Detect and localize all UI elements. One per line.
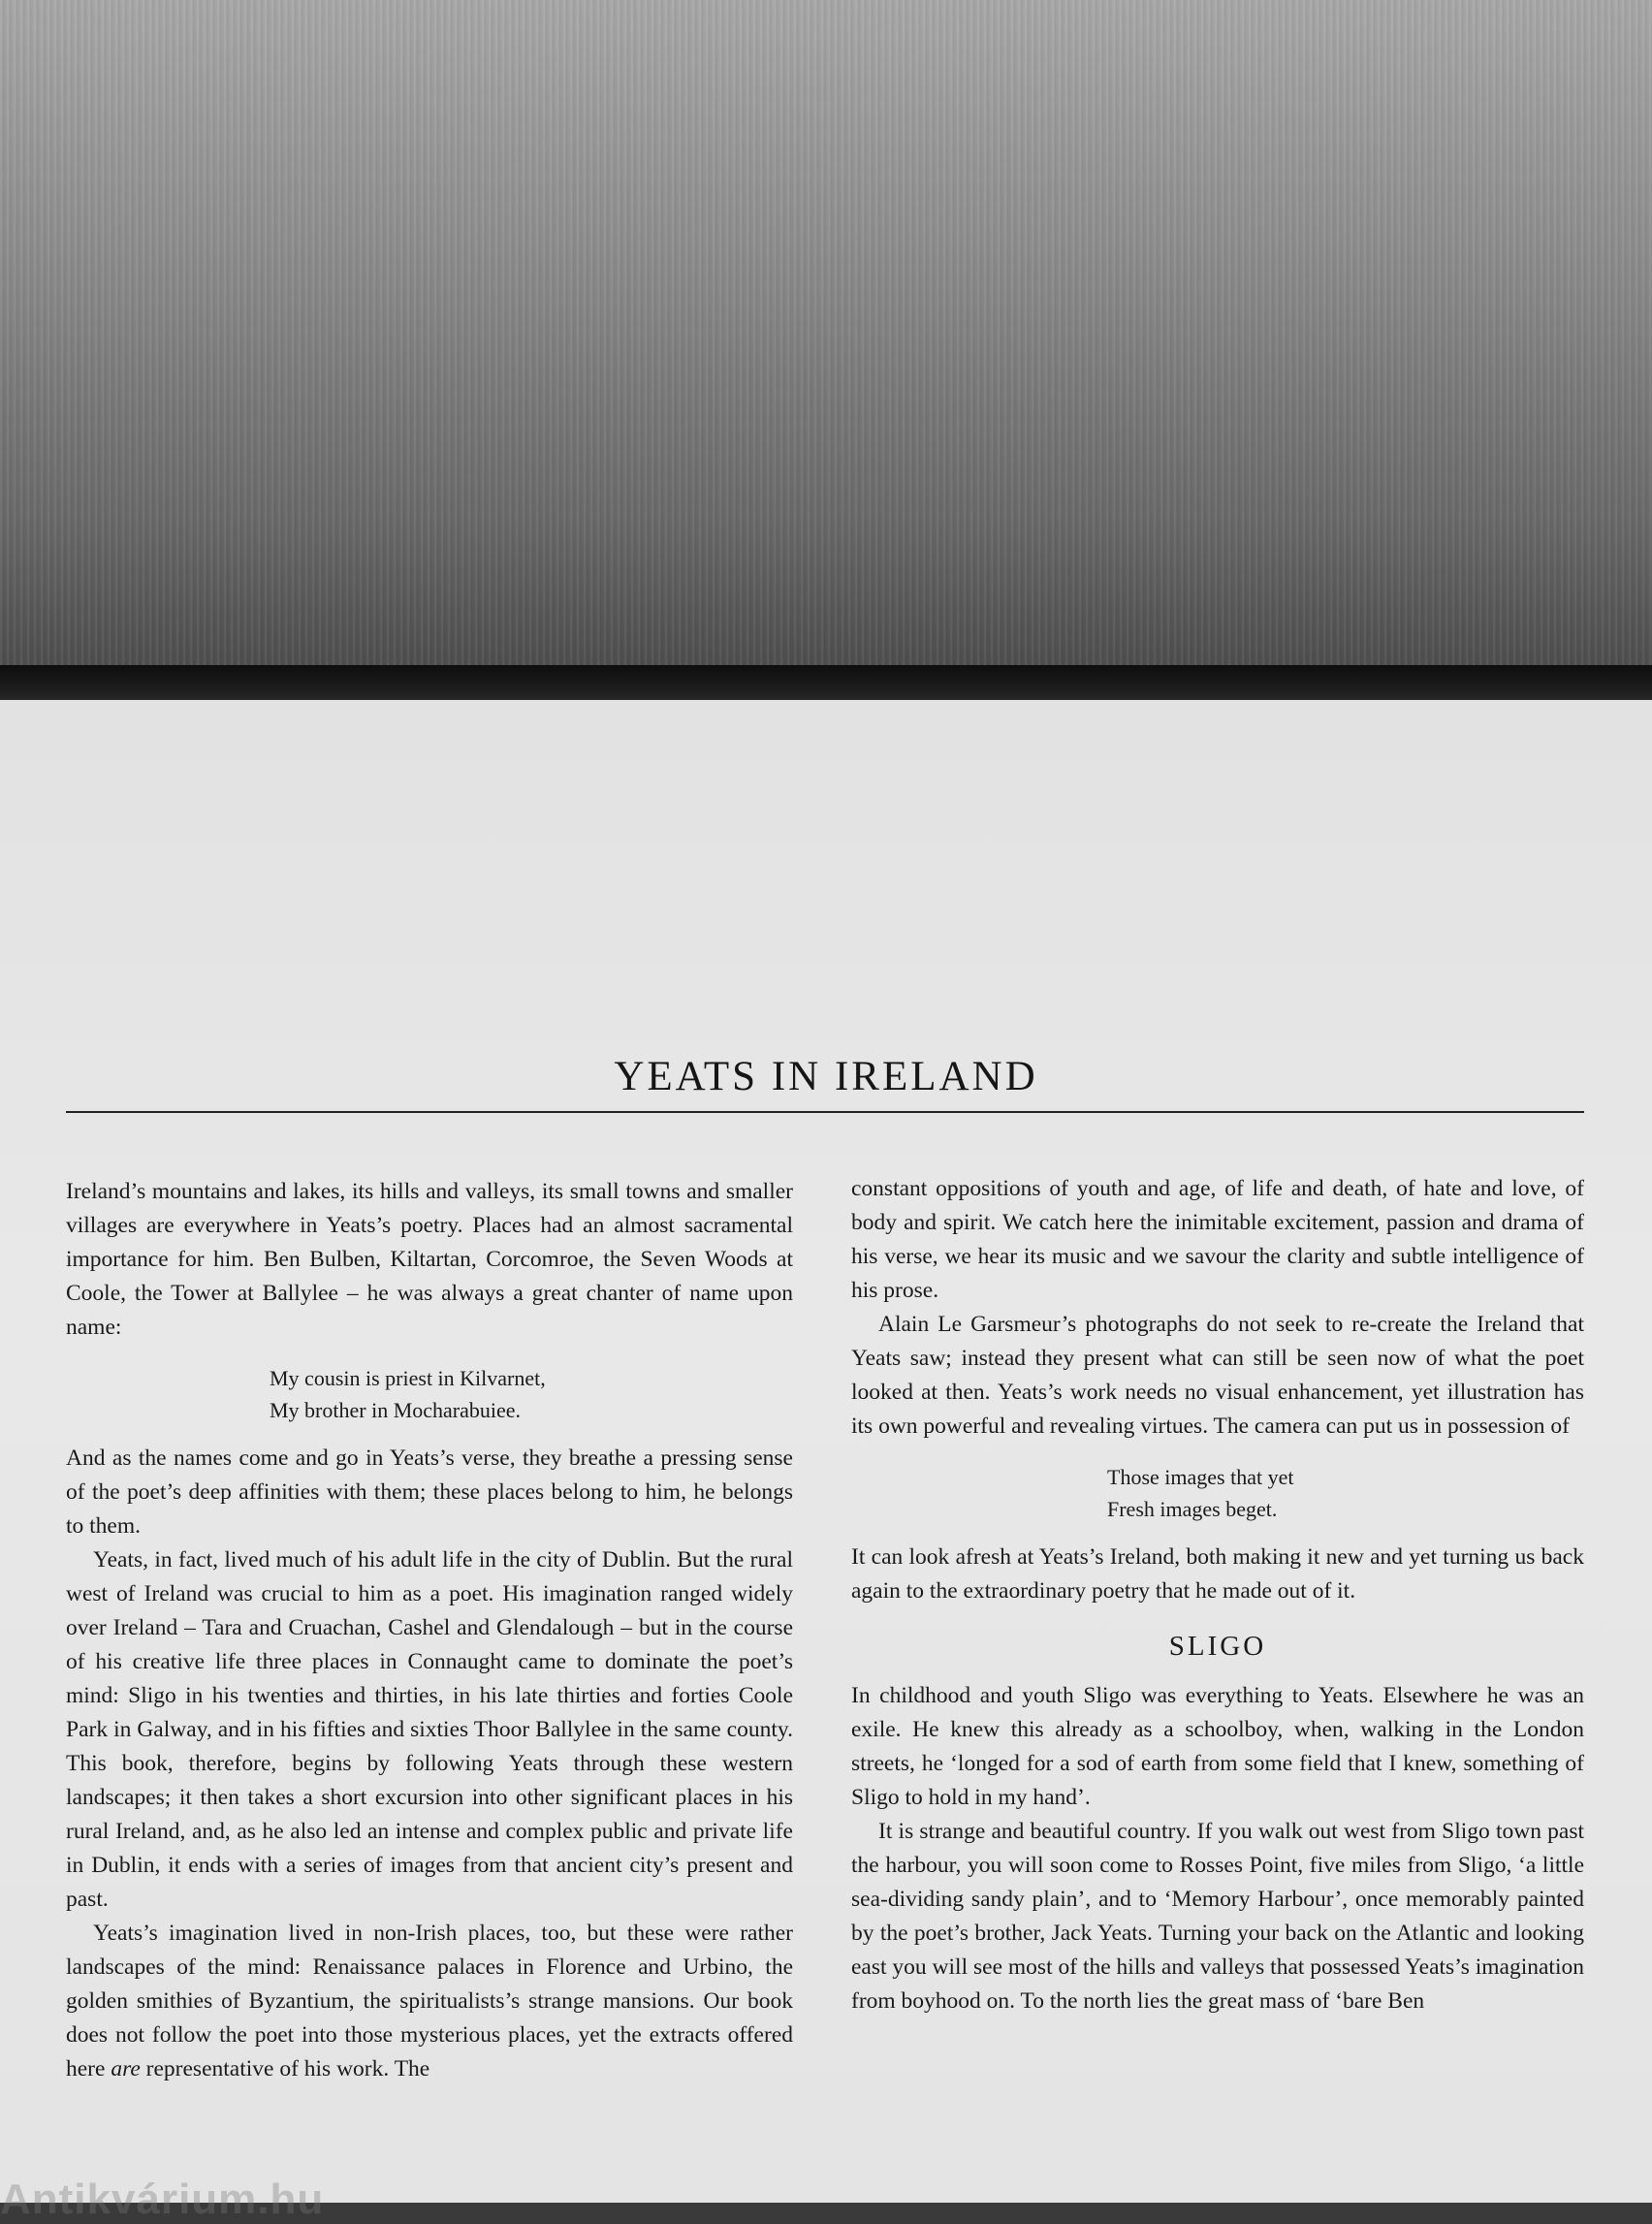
title-rule — [66, 1111, 1584, 1113]
watermark: Antikvárium.hu — [0, 2176, 325, 2223]
paragraph-names: And as the names come and go in Yeats’s verse, they breathe a pressing sense of the poet’s deep affinities with them; these places belong to him, he belongs to them. — [66, 1446, 793, 1539]
text-run: representative of his work. The — [140, 2056, 430, 2081]
book-cover-edge — [0, 665, 1652, 704]
paragraph-places: Ireland’s mountains and lakes, its hills and valleys, its small towns and smaller villages are everywhere in Yeats’s poetry. Places had an almost sacramental importance for him. Ben Bulben, Kiltartan, Corcomroe, the Seven Woods at Coole, the Tower at Ballylee – he was always a great chanter of name upon name: — [66, 1179, 793, 1340]
section-heading-sligo: SLIGO — [1168, 1631, 1267, 1662]
paragraph-afresh: It can look afresh at Yeats’s Ireland, both making it new and yet turning us back again to the extraordinary poetry that he made out of it. — [851, 1544, 1584, 1604]
italic-word: are — [111, 2056, 141, 2081]
paragraph-country: It is strange and beautiful country. If you walk out west from Sligo town past the harbour, you will soon come to Rosses Point, five miles from Sligo, ‘a little sea-dividing sandy plain’, and to ‘Memory Harbour’, once memorably painted by the poet’s brother, Jack Yeats. Turning your back on the Atlantic and looking east you will see most of the hills and valleys that possessed Yeats’s imagination from boyhood on. To the north lies the great mass of ‘bare Ben — [851, 1819, 1584, 2014]
paragraph-oppositions: constant oppositions of youth and age, of life and death, of hate and love, of body and spirit. We catch here the inimitable excitement, passion and drama of his verse, we hear its music and we savour the clarity and subtle intelligence of his prose. — [851, 1176, 1584, 1303]
right-column — [851, 1172, 1584, 2018]
paragraph-dublin: Yeats, in fact, lived much of his adult life in the city of Dublin. But the rural west of Ireland was crucial to him as a poet. His imagination ranged widely over Ireland – Tara and Cruachan, Cashel and Glendalough – but in the course of his creative life three places in Connaught came to dominate the poet’s mind: Sligo in his twenties and thirties, in his late thirties and forties Coole Park in Galway, and in his fifties and sixties Thoor Ballylee in the same county. This book, therefore, begins by following Yeats through these western landscapes; it then takes a short excursion into other significant places in his rural Ireland, and, as he also led an intense and complex public and private life in Dublin, it ends with a series of images from that ancient city’s present and past. — [66, 1547, 793, 1912]
verse-quote-kilvarnet — [66, 1362, 793, 1426]
paragraph-imagination — [66, 1917, 793, 2086]
verse-line: Those images that yet — [1107, 1465, 1294, 1489]
left-column — [66, 1175, 793, 2086]
verse-line: My cousin is priest in Kilvarnet, — [270, 1366, 546, 1390]
verse-line: My brother in Mocharabuiee. — [270, 1398, 522, 1422]
verse-line: Fresh images beget. — [1107, 1497, 1278, 1521]
wooden-background — [0, 0, 1652, 688]
paragraph-childhood: In childhood and youth Sligo was everything to Yeats. Elsewhere he was an exile. He knew this already as a schoolboy, when, walking in the London streets, he ‘longed for a sod of earth from some field that I knew, something of Sligo to hold in my hand’. — [851, 1683, 1584, 1810]
book-page — [0, 700, 1652, 2203]
paragraph-photographs: Alain Le Garsmeur’s photographs do not seek to re-create the Ireland that Yeats saw; instead they present what can still be seen now of what the poet looked at then. Yeats’s work needs no visual enhancement, yet illustration has its own powerful and revealing virtues. The camera can put us in possession of — [851, 1312, 1584, 1439]
verse-quote-images — [851, 1461, 1584, 1525]
text-run: Yeats’s imagination lived in non-Irish places, too, but these were rather landscapes of the mind: Renaissance palaces in Florence and Urbino, the golden smithies of Byzantium, the spiritualists’s strange mansions. Our book does not follow the poet into those mysterious places, yet the extracts offered here — [66, 1921, 793, 2081]
page-title: YEATS IN IRELAND — [614, 1054, 1038, 1099]
